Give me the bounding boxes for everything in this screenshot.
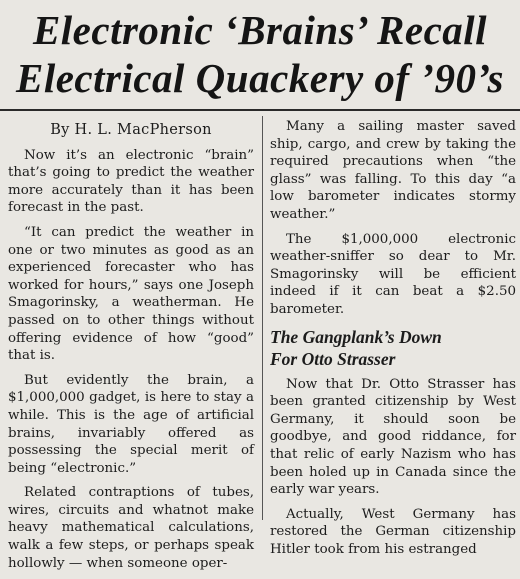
subheading	[270, 326, 516, 370]
headline-rule	[0, 109, 520, 111]
paragraph: Now it’s an electronic “brain” that’s going to predict the weather more accurately than it has been forecast in the past.	[8, 147, 254, 216]
headline-line-2: Electrical Quackery of ’90’s	[15, 55, 505, 101]
column-divider	[262, 116, 263, 520]
headline-line-1: Electronic ‘Brains’ Recall	[32, 7, 488, 53]
paragraph: The $1,000,000 electronic weather-sniffer so dear to Mr. Smagorinsky will be efficient indeed if it can beat a $2.50 barometer.	[270, 231, 516, 317]
paragraph: Now that Dr. Otto Strasser has been granted citizenship by West Germany, it should soon be goodbye, and good riddance, for that relic of early Nazism who has been holed up in Canada since the early war years.	[270, 376, 516, 498]
paragraph: Many a sailing master saved ship, cargo, and crew by taking the required precautions when “the glass” was falling. To this day “a low barometer indicates stormy weather.”	[270, 119, 516, 222]
left-column	[8, 118, 254, 579]
paragraph: But evidently the brain, a $1,000,000 gadget, is here to stay a while. This is the age of artificial brains, invariably offered as possessing the special merit of being “electronic.”	[8, 372, 254, 476]
subheading-line-1: The Gangplank’s Down	[270, 326, 442, 347]
paragraph: Related contraptions of tubes, wires, circuits and whatnot make heavy mathematical calculations, walk a few steps, or perhaps speak hollowly — when someone oper-	[8, 485, 254, 571]
subheading-line-2: For Otto Strasser	[270, 348, 396, 369]
paragraph: “It can predict the weather in one or two minutes as good as an experienced forecaster who has worked for hours,” says one Joseph Smagorinsky, a weatherman. He passed on to other things without offering evidence of how “good” that is.	[8, 224, 254, 364]
headline	[0, 6, 520, 102]
right-column	[270, 118, 516, 565]
paragraph: Actually, West Germany has restored the German citizenship Hitler took from his estranged	[270, 506, 516, 557]
byline: By H. L. MacPherson	[50, 122, 212, 138]
